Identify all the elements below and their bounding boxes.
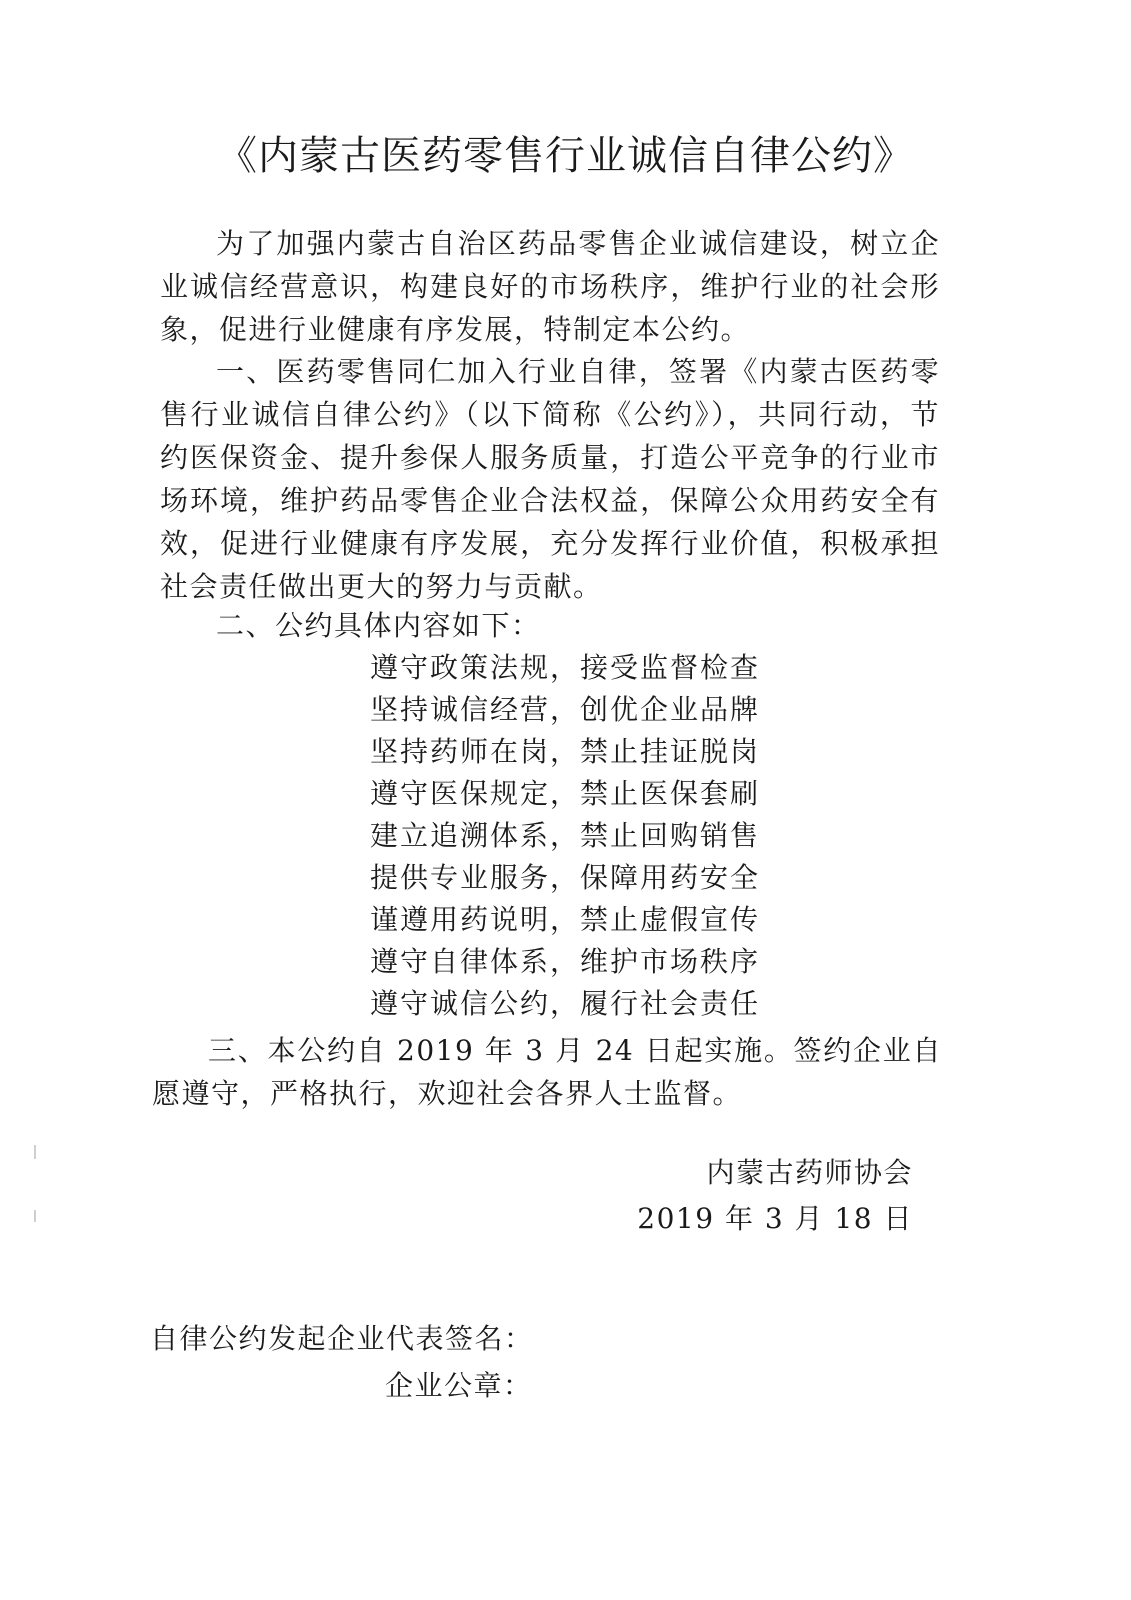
article-1-text: 一、医药零售同仁加入行业自律，签署《内蒙古医药零售行业诚信自律公约》（以下简称《公约》），共同行动，节约医保资金、提升参保人服务质量，打造公平竞争的行业市场环境，维护药品零售企业合法权益，保障公众用药安全有效，促进行业健康有序发展，充分发挥行业价值，积极承担社会责任做出更大的努力与贡献。 [160,355,940,603]
pledge-item: 遵守自律体系，维护市场秩序 [370,945,761,978]
scan-artifact-mark [34,1145,36,1159]
intro-paragraph [160,222,940,351]
pledge-item: 建立追溯体系，禁止回购销售 [370,819,761,852]
pledge-item: 提供专业服务，保障用药安全 [370,861,761,894]
issue-date: 2019 年 3 月 18 日 [637,1202,913,1235]
article-3-text: 三、本公约自 2019 年 3 月 24 日起实施。签约企业自愿遵守，严格执行，欢迎社会各界人士监督。 [152,1034,942,1110]
article-3-paragraph [152,1029,942,1115]
pledge-item: 坚持诚信经营，创优企业品牌 [370,693,761,726]
article-2-heading [160,604,940,647]
pledge-item: 遵守诚信公约，履行社会责任 [370,987,761,1020]
issuer-block [637,1150,913,1242]
document-title: 《内蒙古医药零售行业诚信自律公约》 [217,133,914,179]
representative-signature-label: 自律公约发起企业代表签名： [150,1322,534,1355]
pledge-item: 坚持药师在岗，禁止挂证脱岗 [370,735,761,768]
company-seal-label: 企业公章： [385,1369,533,1402]
issuer-name: 内蒙古药师协会 [706,1156,913,1189]
scan-artifact-mark [34,1210,36,1222]
intro-text: 为了加强内蒙古自治区药品零售企业诚信建设，树立企业诚信经营意识，构建良好的市场秩序，维护行业的社会形象，促进行业健康有序发展，特制定本公约。 [160,227,940,346]
pledge-item: 遵守政策法规，接受监督检查 [370,651,761,684]
pledge-item: 谨遵用药说明，禁止虚假宣传 [370,903,761,936]
article-1-paragraph [160,350,940,608]
pledge-item: 遵守医保规定，禁止医保套刷 [370,777,761,810]
pledge-list [370,647,760,1025]
article-2-heading-text: 二、公约具体内容如下： [216,609,541,642]
